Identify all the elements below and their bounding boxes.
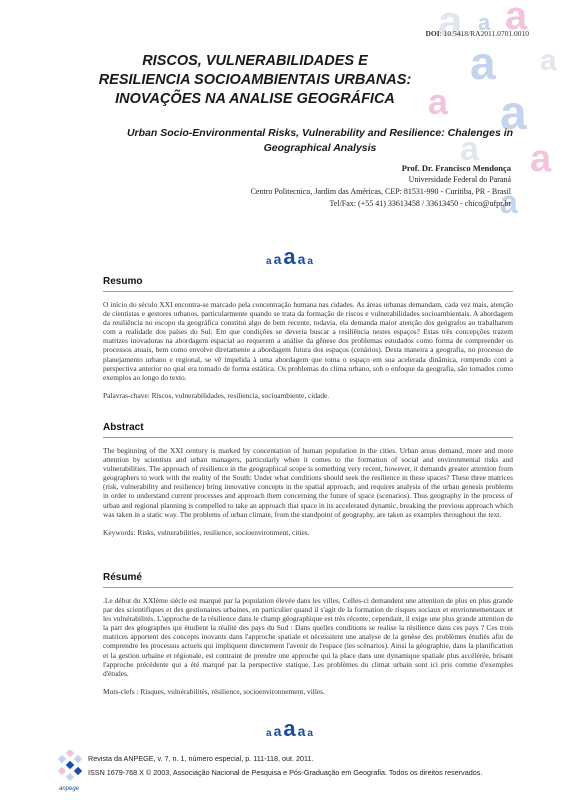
title-english-line: Geographical Analysis bbox=[263, 142, 377, 154]
deco-letter: a bbox=[505, 0, 528, 38]
resumo-section bbox=[103, 276, 513, 400]
deco-letter: a bbox=[540, 44, 557, 77]
section-heading: Résumé bbox=[103, 572, 142, 583]
section-body: O início do século XXI encontra-se marcado pela concentração humana nas cidades. As áreas urbanas demandam, cada vez mais, atenção de cientistas e gestores urbanos, particularmente quando se trata da formação de riscos e vulnerabilidades socioambientais. A abordagem da resiliência no escopo da geográfica constitui algo de bem recente, todavia, ela demanda maior atenção dos geógrafos ao trabalharem com a realidade dos países do Sul: Em que condições se deveria buscar a resiliência nestes espaços? Estas três concepções trazem matrizes inovadoras na abordagem espacial ao requerem a análise da gênese dos problemas estudados como forma de compreender os processos atuais, bem como envolve diretamente a abordagem futura dos espaços (cenários). Desta maneira a geografia, no processo de planejamento urbano e regional, se vê impelida à uma abordagem que toma o espaço em sua acelerada dinâmica, rompendo com a perspectiva anterior no qual era tomado de forma estática. Os problemas do clima urbano, sob o enfoque da geografia, são tomados como exemplos ao longo do texto. bbox=[103, 300, 513, 382]
title-english bbox=[100, 126, 540, 156]
author-address: Centro Politecnico, Jardim das Américas, CEP: 81531-990 - Curitiba, PR - Brasil bbox=[250, 187, 511, 196]
section-divider-logo bbox=[0, 716, 579, 742]
section-keywords: Palavras-chave: Riscos, vulnerabilidades, resiliencia, socioambiente, cidade. bbox=[103, 390, 330, 400]
section-rule bbox=[103, 291, 513, 292]
title-portuguese bbox=[60, 52, 450, 109]
section-rule bbox=[103, 437, 513, 438]
logo-glyph: a bbox=[283, 244, 296, 269]
section-heading: Resumo bbox=[103, 276, 143, 287]
logo-glyph: a bbox=[273, 723, 282, 739]
deco-letter: a bbox=[500, 87, 527, 140]
abstract-section bbox=[103, 422, 513, 537]
logo-glyph: a bbox=[283, 716, 296, 741]
deco-letter: a bbox=[438, 0, 463, 46]
section-keywords: Mots-clefs : Risques, vulnérabilités, résilience, socioenvironnement, villes. bbox=[103, 686, 325, 696]
logo-glyph: a bbox=[266, 728, 272, 739]
anpege-logo bbox=[54, 750, 84, 792]
deco-letter: a bbox=[470, 37, 496, 89]
logo-glyph: a bbox=[266, 256, 272, 267]
logo-glyph: a bbox=[307, 256, 313, 267]
resume-section bbox=[103, 572, 513, 696]
deco-letter: a bbox=[428, 81, 449, 122]
doi-value: : 10.5418/RA2011.0701.0010 bbox=[439, 29, 529, 38]
anpege-logo-text: anpege bbox=[58, 786, 80, 792]
author-block bbox=[251, 162, 511, 210]
section-keywords: Keywords: Risks, vulnerabilities, resilience, socioenvironment, cities. bbox=[103, 527, 310, 537]
logo-glyph: a bbox=[297, 251, 306, 267]
anpege-logo-icon bbox=[54, 750, 84, 792]
section-heading: Abstract bbox=[103, 422, 144, 433]
deco-letter: a bbox=[478, 10, 491, 35]
title-english-line: Urban Socio-Environmental Risks, Vulnerability and Resilience: Chalenges in bbox=[126, 127, 514, 139]
section-divider-logo bbox=[0, 244, 579, 270]
title-portuguese-line: INOVAÇÕES NA ANALISE GEOGRÁFICA bbox=[115, 91, 395, 107]
footer bbox=[88, 752, 482, 780]
footer-issn: ISSN 1679-768 X © 2003, Associação Nacional de Pesquisa e Pós-Graduação em Geografia. Todos os direitos reservados. bbox=[88, 768, 483, 777]
logo-glyph: a bbox=[297, 723, 306, 739]
section-body: The beginning of the XXI century is marked by concentation of human population in the cities. Urban areas demand, more and more attention by scientists and urban managers, particularly when it comes to the formation of social and environmental risks and vulnerabilities. The approach of resilience in the geographical scope is something very recent, however, it demands greater attention from geographers to work with the reality of the South: Under what conditions should seek the resilience in these spaces? These three matrices (risk, vulnerability and resilience) bring innovative concepts in the spatial approach, and requires analysis of the urban genesis problems in order to understand current processes and approach them concerning the future of space (scenarios). Thus geography in the process of urban and regional planning is compelled to take an approach that space in its accelerated dynamic, breaking the previous approach which was taken in a static way. The problems of urban climate, from the standpoint of geography, are taken as examples throughout the text. bbox=[103, 446, 513, 519]
author-name: Prof. Dr. Francisco Mendonça bbox=[401, 163, 511, 173]
section-body: .Le début du XXIème siècle est marqué par la population élevée dans les villes. Celles-ci demandent une attention de plus en plus grande par des scientifiques et des gestionaires urbaines, en particulier quand il s'agit de la formation de risques sociaux et envrionnementaux et les vulnérabilités. L'approche de la résilience dans le champ géographique est très récente, cependant, il exige une plus grande attention de la part des géographes qui étudient la réalité des pays du Sud : Dans quelles conditions se realise la résilience dans ces pays ? Ces trois matrices apportent des concepts inovants dans l'approche spatiale et nécessitent une analyse de la genèse des problèmes étudiés afin de comprendre les processus actuels qui impliquent directement l'avenir de l'espace (les scénarios). Ainsi la géographie, dans la planification et la gestion urbaine et régionale, est contraint de prendre une approche qui la place dans une dynamique spatiale plus accélérée, brisant l'approche précédente qui a été marqué par la perspective statique. Les problèmes du climat urbain sont ici pris comme d'exemples d'études. bbox=[103, 596, 513, 678]
footer-citation: Revista da ANPEGE, v. 7, n. 1, número especial, p. 111-118, out. 2011. bbox=[88, 754, 314, 763]
section-rule bbox=[103, 587, 513, 588]
author-institution: Universidade Federal do Paraná bbox=[408, 175, 511, 184]
doi-label: DOI bbox=[425, 29, 440, 38]
logo-glyph: a bbox=[273, 251, 282, 267]
deco-letter: a bbox=[460, 130, 479, 168]
title-portuguese-line: RISCOS, VULNERABILIDADES E bbox=[142, 53, 368, 69]
author-contact: Tel/Fax: (+55 41) 33613458 / 33613450 - chico@ufpr.br bbox=[329, 199, 511, 208]
deco-letter: a bbox=[500, 184, 518, 220]
title-portuguese-line: RESILIENCIA SOCIOAMBIENTAIS URBANAS: bbox=[98, 72, 412, 88]
deco-letter: a bbox=[530, 138, 552, 180]
logo-glyph: a bbox=[307, 728, 313, 739]
doi-line bbox=[426, 29, 529, 38]
